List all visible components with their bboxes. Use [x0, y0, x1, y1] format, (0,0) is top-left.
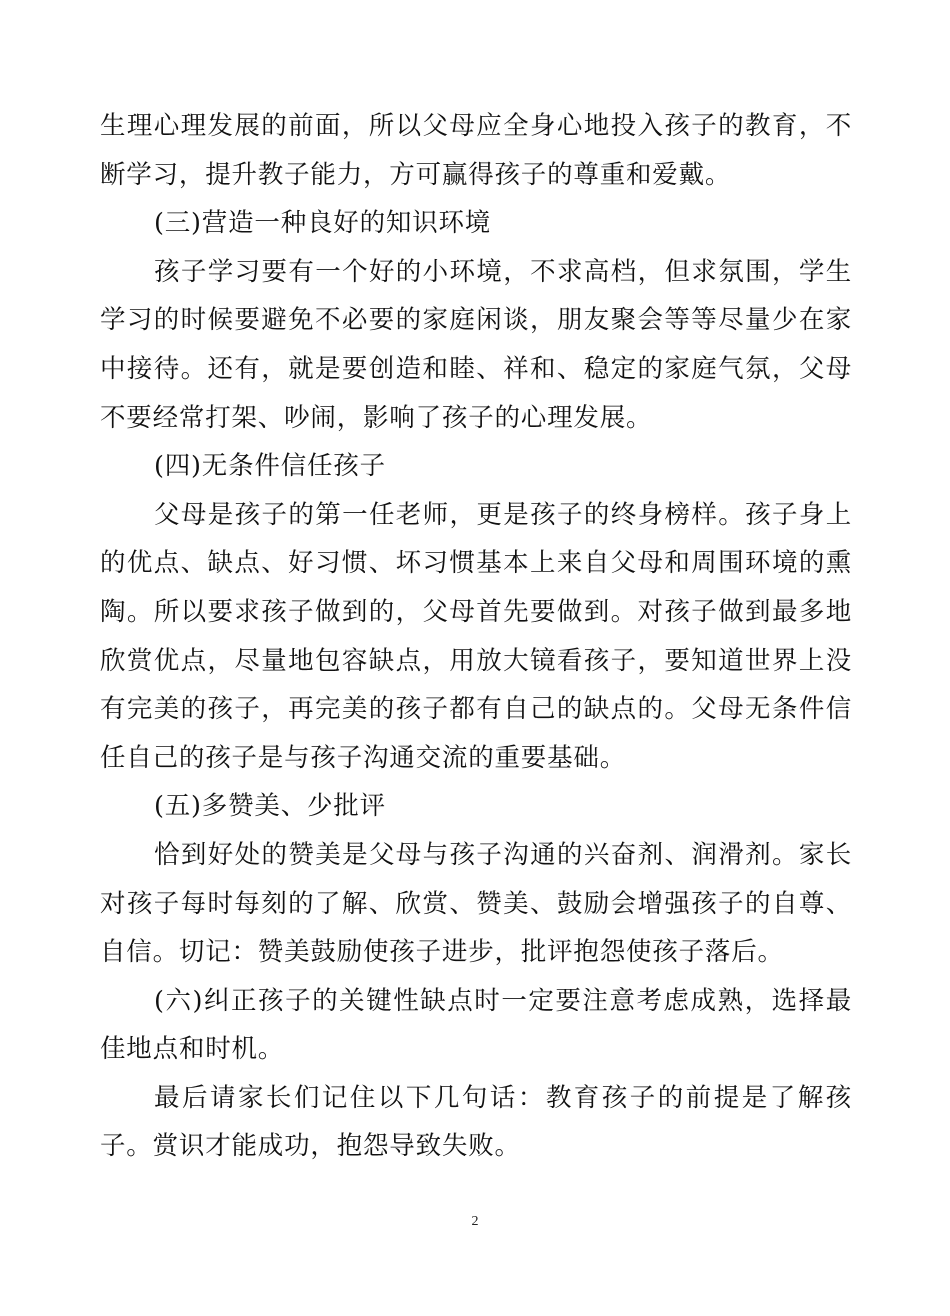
paragraph-continuation: 生理心理发展的前面，所以父母应全身心地投入孩子的教育，不断学习，提升教子能力，方可赢得孩子的尊重和爱戴。: [100, 111, 852, 190]
section-heading-4: (四)无条件信任孩子: [154, 451, 386, 482]
section-heading-5: (五)多赞美、少批评: [154, 791, 386, 822]
page-content: [100, 102, 852, 1171]
paragraph-correction: (六)纠正孩子的关键性缺点时一定要注意考虑成熟，选择最佳地点和时机。: [100, 985, 852, 1065]
paragraph-praise: 恰到好处的赞美是父母与孩子沟通的兴奋剂、润滑剂。家长对孩子每时每刻的了解、欣赏、赞美、鼓励会增强孩子的自尊、自信。切记：赞美鼓励使孩子进步，批评抱怨使孩子落后。: [100, 839, 852, 968]
paragraph-conclusion: 最后请家长们记住以下几句话：教育孩子的前提是了解孩子。赏识才能成功，抱怨导致失败。: [100, 1082, 852, 1162]
section-heading-3: (三)营造一种良好的知识环境: [154, 208, 492, 239]
page-number: 2: [471, 1214, 479, 1229]
paragraph-environment: 孩子学习要有一个好的小环境，不求高档，但求氛围，学生学习的时候要避免不必要的家庭闲谈，朋友聚会等等尽量少在家中接待。还有，就是要创造和睦、祥和、稳定的家庭气氛，父母不要经常打架、吵闹，影响了孩子的心理发展。: [100, 256, 852, 433]
paragraph-trust: 父母是孩子的第一任老师，更是孩子的终身榜样。孩子身上的优点、缺点、好习惯、坏习惯基本上来自父母和周围环境的熏陶。所以要求孩子做到的，父母首先要做到。对孩子做到最多地欣赏优点，尽量地包容缺点，用放大镜看孩子，要知道世界上没有完美的孩子，再完美的孩子都有自己的缺点的。父母无条件信任自己的孩子是与孩子沟通交流的重要基础。: [100, 499, 852, 773]
